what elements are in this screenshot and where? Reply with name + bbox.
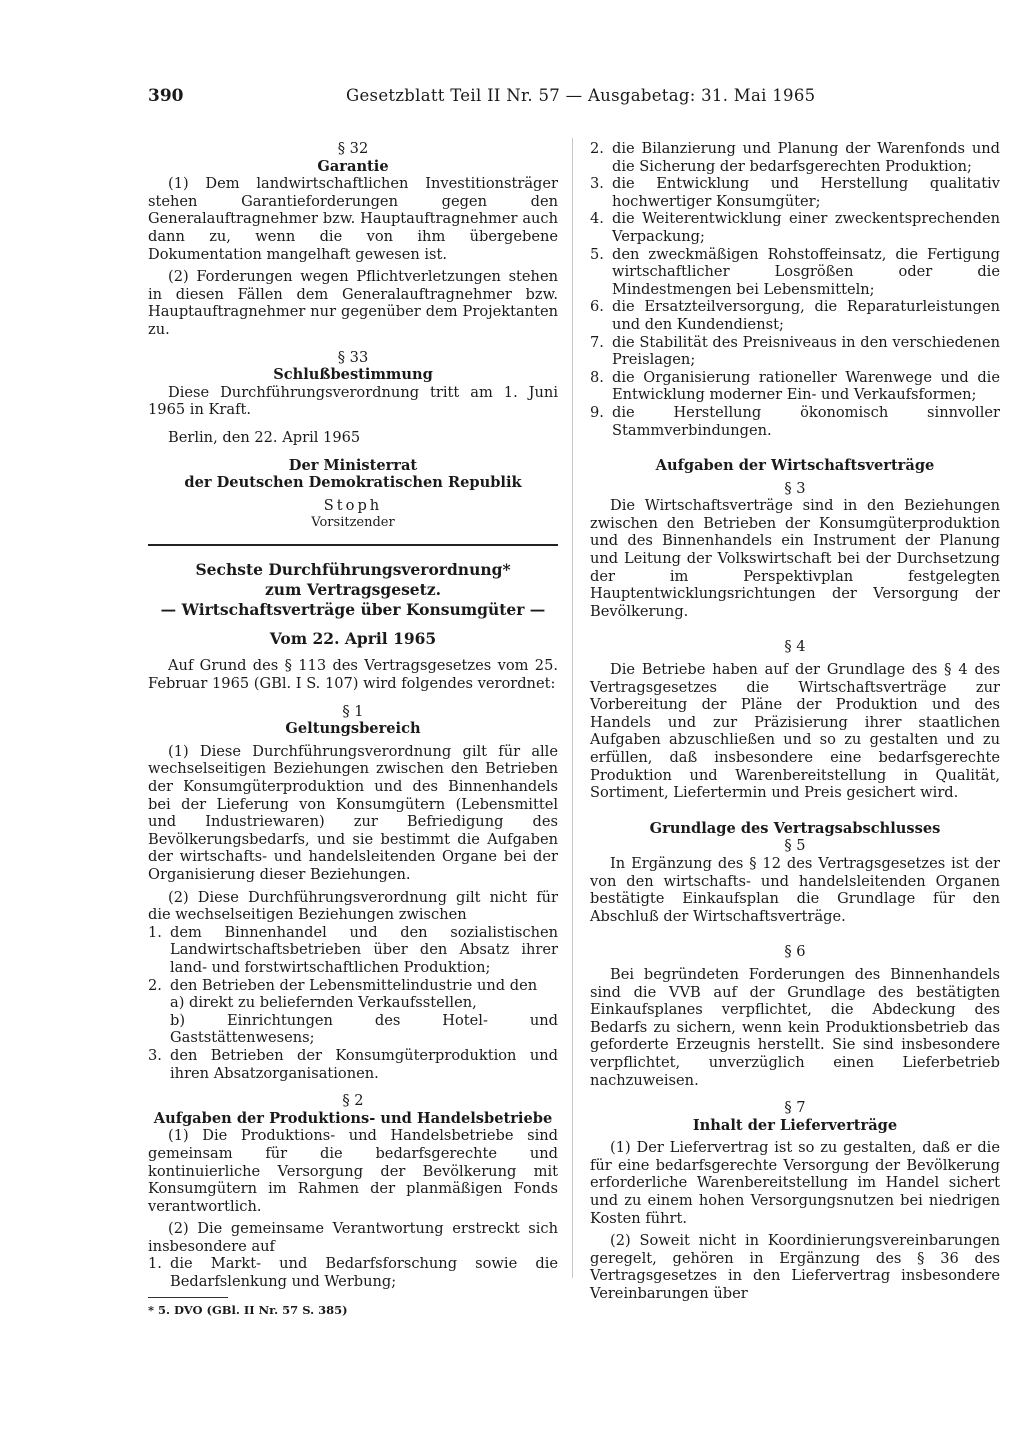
section-1-title: Geltungsbereich	[285, 720, 421, 738]
section-1-sublist	[170, 994, 558, 1047]
list-item: 1. dem Binnenhandel und den sozialistischen Landwirtschaftsbetrieben über den Absatz ihrer land- und forstwirtschaftlichen Produktion;	[148, 923, 558, 976]
section-2-number: § 2	[342, 1092, 364, 1110]
list-item: 8. die Organisierung rationeller Warenwege und die Entwicklung moderner Ein- und Verkaufsformen;	[590, 368, 1000, 404]
section-33-number: § 33	[337, 348, 369, 366]
right-column	[590, 140, 1000, 1303]
list-item: 7. die Stabilität des Preisniveaus in den verschiedenen Preislagen;	[590, 333, 1000, 369]
signature-name: Stoph	[323, 496, 383, 514]
section-4-paragraph-1: Die Betriebe haben auf der Grundlage des § 4 des Vertragsgesetzes die Wirtschaftsverträge zur Vorbereitung der Pläne der Produktion und des Handels und zur Präzisierung ihrer staatlichen Aufgaben abzuschließen und so zu gestalten und zu erfüllen, daß insbesondere eine bedarfsgerechte Produktion und Warenbereitstellung in Qualität, Sortiment, Liefertermin und Preis gesichert wird.	[590, 661, 1000, 802]
section-2-paragraph-1: (1) Die Produktions- und Handelsbetriebe sind gemeinsam für die bedarfsgerechte und kontinuierliche Versorgung der Bevölkerung mit Konsumgütern im Rahmen der planmäßigen Fonds verantwortlich.	[148, 1127, 558, 1215]
section-32-number: § 32	[337, 140, 369, 157]
regulation-title-line-3: — Wirtschaftsverträge über Konsumgüter —	[160, 599, 546, 619]
section-2-list-start	[148, 1255, 558, 1290]
section-1-number: § 1	[342, 702, 364, 720]
sublist-item: b) Einrichtungen des Hotel- und Gaststättenwesens;	[170, 1011, 558, 1047]
left-column	[148, 140, 558, 1319]
signature-org-line-2: der Deutschen Demokratischen Republik	[184, 474, 522, 492]
section-7-paragraph-1: (1) Der Liefervertrag ist so zu gestalten, daß er die für eine bedarfsgerechte Versorgung der Bevölkerung erforderliche Warenbereitstellung im Handel sichert und zu einem hohen Versorgungsnutzen bei niedrigen Kosten führt.	[590, 1139, 1000, 1227]
page-number: 390	[148, 86, 184, 106]
footnote: * 5. DVO (GBl. II Nr. 57 S. 385)	[148, 1302, 348, 1317]
section-6-number: § 6	[784, 943, 806, 961]
place-date: Berlin, den 22. April 1965	[168, 428, 361, 446]
section-7-number: § 7	[784, 1099, 806, 1117]
heading-wirtschaftsvertraege: Aufgaben der Wirtschaftsverträge	[655, 457, 935, 475]
heading-vertragsabschluss: Grundlage des Vertragsabschlusses	[649, 819, 941, 837]
regulation-title-line-2: zum Vertragsgesetz.	[264, 579, 442, 599]
section-5-paragraph-1: In Ergänzung des § 12 des Vertragsgesetzes ist der von den wirtschafts- und handelsleitenden Organen bestätigte Einkaufsplan die Grundlage für den Abschluß der Wirtschaftsverträge.	[590, 854, 1000, 925]
list-item: 2. die Bilanzierung und Planung der Warenfonds und die Sicherung der bedarfsgerechten Produktion;	[590, 140, 1000, 175]
section-7-title: Inhalt der Lieferverträge	[692, 1116, 898, 1134]
signature-role: Vorsitzender	[311, 515, 395, 531]
list-item: 5. den zweckmäßigen Rohstoffeinsatz, die Fertigung wirtschaftlicher Losgrößen oder die Mindestmengen bei Lebensmitteln;	[590, 245, 1000, 298]
section-32-paragraph-1: (1) Dem landwirtschaftlichen Investitionsträger stehen Garantieforderungen gegen den Generalauftragnehmer bzw. Hauptauftragnehmer auch dann zu, wenn die von ihm übergebene Dokumentation mangelhaft gewesen ist.	[148, 175, 558, 263]
footnote-rule	[148, 1297, 228, 1298]
preamble: Auf Grund des § 113 des Vertragsgesetzes vom 25. Februar 1965 (GBl. I S. 107) wird folgendes verordnet:	[148, 657, 558, 693]
running-head: Gesetzblatt Teil II Nr. 57 — Ausgabetag: 31. Mai 1965	[346, 86, 816, 105]
section-2-list-continued	[590, 140, 1000, 439]
list-item: 1. die Markt- und Bedarfsforschung sowie die Bedarfslenkung und Werbung;	[148, 1255, 558, 1291]
section-1-list	[148, 924, 558, 1082]
section-32-title: Garantie	[317, 157, 389, 175]
section-5-number: § 5	[784, 837, 806, 855]
list-item: 2. den Betrieben der Lebensmittelindustrie und den a) direkt zu beliefernden Verkaufsstellen, b) Einrichtungen des Hotel- und Gaststättenwesens;	[148, 976, 558, 1047]
section-divider	[148, 544, 558, 546]
section-3-paragraph-1: Die Wirtschaftsverträge sind in den Beziehungen zwischen den Betrieben der Konsumgüterproduktion und des Binnenhandels ein Instrument der Planung und Leitung der Volkswirtschaft bei der Durchsetzung der im Perspektivplan festgelegten Hauptentwicklungsrichtungen der Versorgung der Bevölkerung.	[590, 497, 1000, 620]
page-header	[148, 86, 1010, 110]
section-33-paragraph-1: Diese Durchführungsverordnung tritt am 1. Juni 1965 in Kraft.	[148, 383, 558, 419]
sublist-item: a) direkt zu beliefernden Verkaufsstellen,	[170, 994, 477, 1012]
list-item: 9. die Herstellung ökonomisch sinnvoller Stammverbindungen.	[590, 403, 1000, 439]
section-2-paragraph-2: (2) Die gemeinsame Verantwortung erstreckt sich insbesondere auf	[148, 1220, 558, 1255]
column-divider	[572, 138, 573, 1278]
section-33-title: Schlußbestimmung	[273, 366, 433, 384]
section-6-paragraph-1: Bei begründeten Forderungen des Binnenhandels sind die VVB auf der Grundlage des bestätigten Einkaufsplanes verpflichtet, die Abdeckung des Bedarfs zu sichern, wenn kein Produktionsbetrieb das geforderte Erzeugnis herstellt. Sie sind insbesondere verpflichtet, unverzüglich einen Lieferbetrieb nachzuweisen.	[590, 965, 1000, 1089]
section-3-number: § 3	[784, 479, 806, 497]
signature-org-line-1: Der Ministerrat	[288, 456, 418, 474]
section-7-paragraph-2: (2) Soweit nicht in Koordinierungsvereinbarungen geregelt, gehören in Ergänzung des § 36 des Vertragsgesetzes in den Liefervertrag insbesondere Vereinbarungen über	[590, 1232, 1000, 1303]
section-32-paragraph-2: (2) Forderungen wegen Pflichtverletzungen stehen in diesen Fällen dem Generalauftragnehmer bzw. Hauptauftragnehmer nur gegenüber dem Projektanten zu.	[148, 268, 558, 338]
regulation-title-line-1: Sechste Durchführungsverordnung*	[195, 559, 511, 579]
section-1-paragraph-2: (2) Diese Durchführungsverordnung gilt nicht für die wechselseitigen Beziehungen zwischen	[148, 888, 558, 924]
list-item: 3. die Entwicklung und Herstellung qualitativ hochwertiger Konsumgüter;	[590, 175, 1000, 210]
regulation-date: Vom 22. April 1965	[269, 628, 437, 648]
section-2-title: Aufgaben der Produktions- und Handelsbetriebe	[153, 1109, 553, 1127]
list-item: 6. die Ersatzteilversorgung, die Reparaturleistungen und den Kundendienst;	[590, 298, 1000, 333]
section-4-number: § 4	[784, 638, 806, 656]
section-1-paragraph-1: (1) Diese Durchführungsverordnung gilt für alle wechselseitigen Beziehungen zwischen den Betrieben der Konsumgüterproduktion und des Binnenhandels bei der Lieferung von Konsumgütern (Lebensmittel und Industriewaren) zur Befriedigung des Bevölkerungsbedarfs, und sie bestimmt die Aufgaben der wirtschafts- und handelsleitenden Organe bei der Organisierung dieser Beziehungen.	[148, 742, 558, 883]
list-item: 3. den Betrieben der Konsumgüterproduktion und ihren Absatzorganisationen.	[148, 1046, 558, 1082]
list-item: 4. die Weiterentwicklung einer zweckentsprechenden Verpackung;	[590, 210, 1000, 245]
